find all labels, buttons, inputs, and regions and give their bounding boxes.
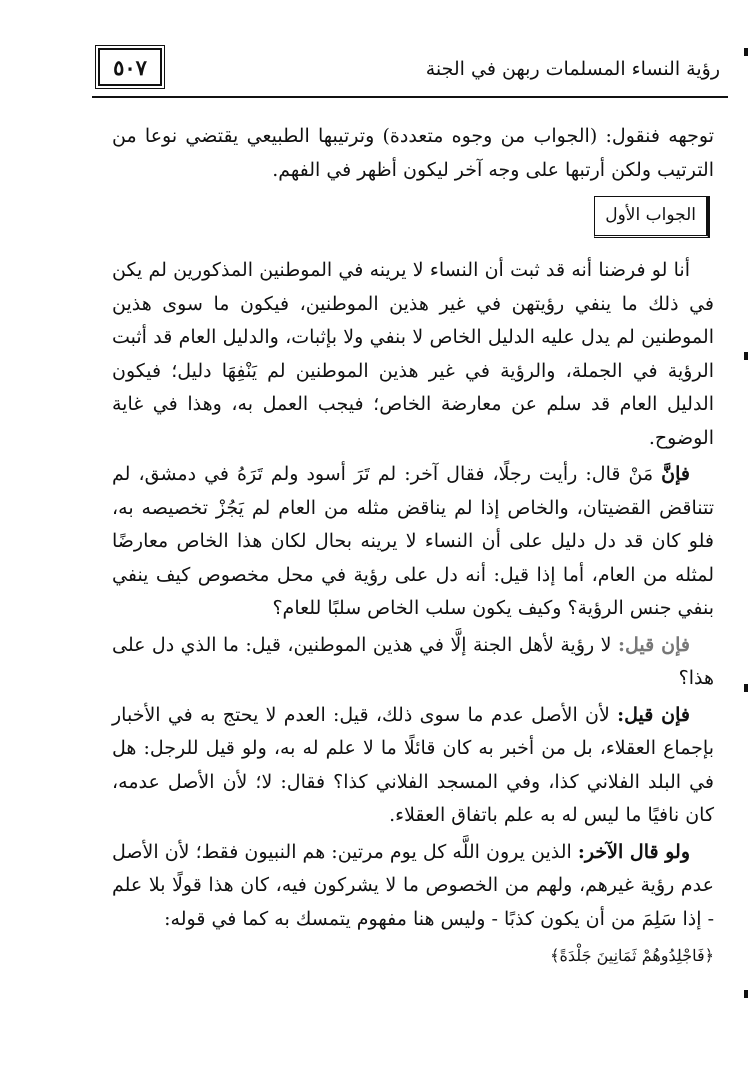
paragraph-other-view — [112, 836, 714, 937]
paragraph-lead: فإن قيل: — [617, 633, 690, 656]
scan-edge-mark — [744, 352, 748, 360]
paragraph-text: لا رؤية لأهل الجنة إلَّا في هذين الموطنين، قيل: ما الذي دل على هذا؟ — [112, 633, 714, 689]
scan-edge-mark — [744, 684, 748, 692]
section-heading: الجواب الأول — [594, 196, 710, 238]
paragraph-first-answer: أنا لو فرضنا أنه قد ثبت أن النساء لا يرينه في الموطنين المذكورين لم يكن في ذلك ما ينفي رؤيتهن في غير هذين الموطنين، فيكون ما سوى هذين الموطنين لم يدل عليه الدليل الخاص لا بنفي ولا بإثبات، والدليل العام قد أثبت الرؤية في الجملة، والرؤية في غير هذين الموطنين لم يَنْفِهَا دليل؛ فيكون الدليل العام قد سلم عن معارضة الخاص؛ فيجب العمل به، وهذا في غاية الوضوح. — [112, 259, 714, 449]
paragraph-intro: توجهه فنقول: (الجواب من وجوه متعددة) وترتيبها الطبيعي يقتضي نوعا من الترتيب ولكن أرتبها على وجه آخر ليكون أظهر في الفهم. — [112, 125, 714, 181]
paragraph-lead: فإنَّ — [661, 463, 690, 485]
section-heading-wrap — [112, 190, 714, 244]
paragraph-objection-1 — [112, 629, 714, 696]
paragraph-example — [112, 458, 714, 626]
paragraph-text: الذين يرون اللَّه كل يوم مرتين: هم النبيون فقط؛ لأن الأصل عدم رؤية غيرهم، ولهم من الخصوص ما لا يشركون فيه، كان هذا قولًا بلا علم - إذا سَلِمَ من أن يكون كذبًا - وليس هنا مفهوم يتمسك به كما في قوله: — [112, 840, 714, 930]
paragraph-objection-2 — [112, 699, 714, 833]
running-title: رؤية النساء المسلمات ربهن في الجنة — [425, 58, 720, 80]
body-text — [112, 120, 714, 976]
paragraph-lead: فإن قيل: — [617, 703, 690, 726]
quran-verse: ﴿فَاجْلِدُوهُمْ ثَمَانِينَ جَلْدَةً﴾ — [550, 946, 714, 965]
paragraph-text: مَنْ قال: رأيت رجلًا، فقال آخر: لم تَرَ أسود ولم تَرَهُ في دمشق، لم تتناقض القضيتان، والخاص إذا لم يناقض مثله من العام لم يَجُزْ تخصيصه به، فلو كان قد دل دليل على أن النساء لا يرينه بحال لكان هذا الخاص معارضًا لمثله من العام، أما إذا قيل: أنه دل على رؤية في محل مخصوص كيف ينفي بنفي جنس الرؤية؟ وكيف يكون سلب الخاص سلبًا للعام؟ — [112, 463, 714, 619]
page-header — [92, 44, 728, 98]
paragraph-text: لأن الأصل عدم ما سوى ذلك، قيل: العدم لا يحتج به في الأخبار بإجماع العقلاء، بل من أخبر به كان قائلًا ما لا علم له به، ولو قيل للرجل: هل في البلد الفلاني كذا، وفي المسجد الفلاني كذا؟ فقال: لا؛ لأن الأصل عدمه، كان نافيًا ما ليس له به علم باتفاق العقلاء. — [112, 703, 714, 826]
paragraph-lead: ولو قال الآخر: — [577, 840, 690, 863]
page-number: ٥٠٧ — [98, 48, 162, 86]
scan-edge-mark — [744, 48, 748, 56]
scan-edge-mark — [744, 990, 748, 998]
